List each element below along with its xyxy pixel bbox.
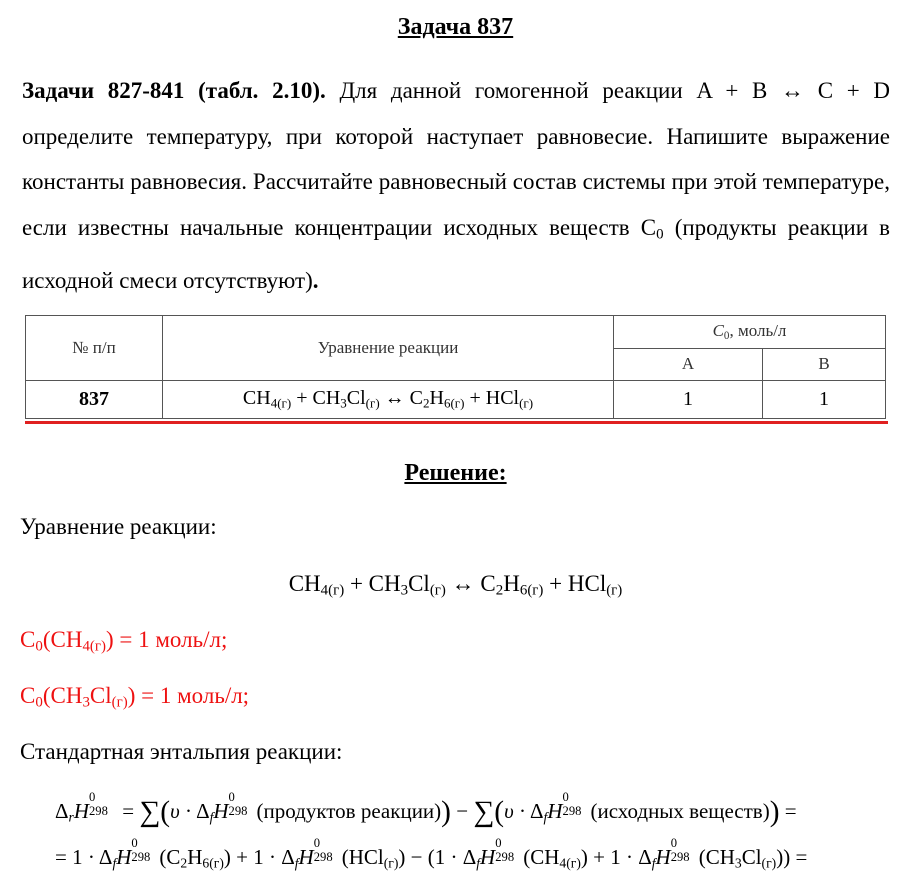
- page-title: Задача 837: [397, 14, 514, 40]
- row-c0-a: 1: [614, 381, 763, 419]
- c0-subscript: 0: [656, 226, 664, 243]
- c0-unit: , моль/л: [729, 321, 787, 341]
- equation-label: Уравнение реакции:: [20, 514, 217, 539]
- task-text-end: (продукты реакции в исходной смеси отсутствуют): [22, 214, 890, 293]
- task-text: Для данной гомогенной реакции A + B ↔ C + D определите температуру, при которой наступает равновесие. Напишите выражение константы равновесия. Рассчитайте равновесный состав системы при этой температуре, если известны начальные концентрации исходных веществ C: [22, 78, 891, 240]
- table-header-b: B: [763, 348, 886, 381]
- reaction-equation: $CH_{4(г)} + CH_3Cl_{(г)}$ ↔ $C_2H_{6(г)} + HCl_{(г)}$: [288, 571, 623, 599]
- solution-heading: Решение:: [404, 460, 507, 486]
- enthalpy-formula-line2: = $1 \cdot \Delta_fH$ 0 298 $(C_2H_{6(г)}) + 1 \cdot \Delta_fH$ 0 298 $(HCl_{(г)}) - (1 \cdot \Delta_fH$ 0 298 $(CH_{4(г)}) + 1 \cdot \Delta_fH$ 0 298 $(CH_3Cl_{(г)})$) =: [55, 836, 808, 871]
- enthalpy-label: Стандартная энтальпия реакции:: [20, 739, 343, 764]
- table-header-a: A: [614, 348, 763, 381]
- row-c0-b: 1: [763, 381, 886, 419]
- task-statement: [22, 68, 890, 303]
- table-underline: [25, 421, 888, 424]
- row-number: 837: [26, 381, 163, 419]
- c0-ch3cl-line: $C_0(CH_3Cl_{(г)}) = 1$ моль/л;: [20, 683, 250, 711]
- row-equation: $CH_{4(г)} + CH_3Cl_{(г)}$ ↔ $C_2H_{6(г)} + HCl_{(г)}$: [163, 381, 614, 419]
- c0-symbol: C: [712, 321, 724, 341]
- enthalpy-formula-line1: $\Delta_rH$ 0 298 = $\sum(\upsilon \cdot \Delta_fH$ 0 298 (продуктов реакции)) − $\sum(\upsilon \cdot \Delta_fH$ 0 298 (исходных веществ)) =: [55, 790, 797, 828]
- table-header-number: № п/п: [26, 316, 163, 381]
- c0-sub: 0: [723, 330, 730, 343]
- reaction-table: [25, 315, 886, 419]
- table-header-equation: Уравнение реакции: [163, 316, 614, 381]
- task-range-label: Задачи 827-841 (табл. 2.10).: [22, 78, 326, 103]
- c0-ch4-line: $C_0(CH_{4(г)}) = 1$ моль/л;: [20, 627, 228, 655]
- table-row: [26, 381, 886, 419]
- table-header-c0: [614, 316, 886, 349]
- task-period: .: [312, 267, 319, 293]
